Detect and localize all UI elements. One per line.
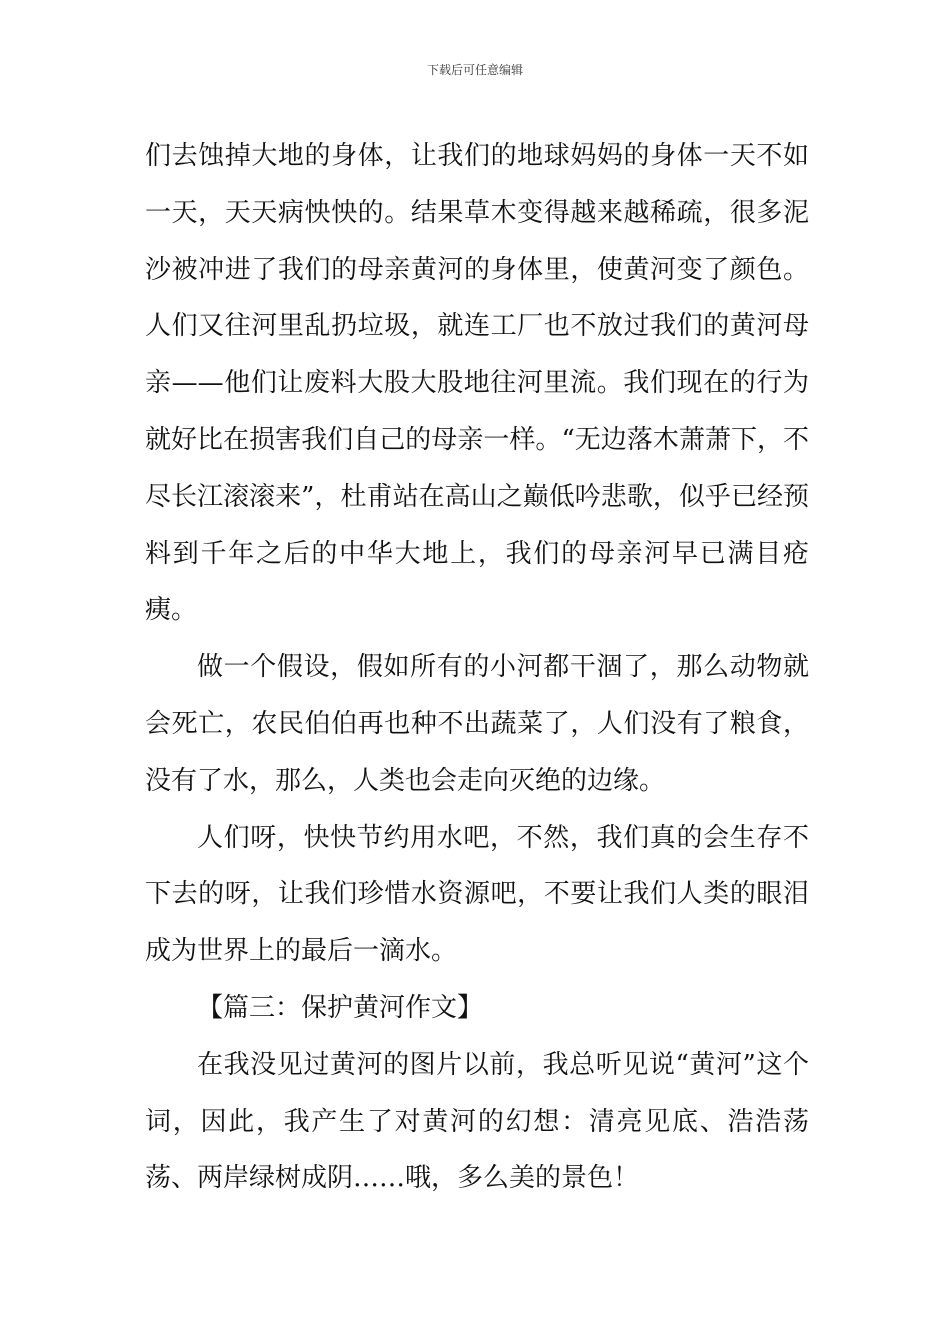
page-header: 下载后可任意编辑	[426, 63, 523, 77]
paragraph-hypothesis: 做一个假设，假如所有的小河都干涸了，那么动物就会死亡，农民伯伯再也种不出蔬菜了，人们没有了粮食，没有了水，那么，人类也会走向灭绝的边缘。	[145, 652, 809, 796]
document-body	[145, 128, 809, 1207]
section-heading: 【篇三：保护黄河作文】	[197, 992, 484, 1023]
paragraph-section-three: 在我没见过黄河的图片以前，我总听见说“黄河”这个词，因此，我产生了对黄河的幻想：清亮见底、浩浩荡荡、两岸绿树成阴……哦，多么美的景色！	[145, 1049, 809, 1194]
paragraph-continuation: 们去蚀掉大地的身体，让我们的地球妈妈的身体一天不如一天，天天病怏怏的。结果草木变得越来越稀疏，很多泥沙被冲进了我们的母亲黄河的身体里，使黄河变了颜色。人们又往河里乱扔垃圾，就连工厂也不放过我们的黄河母亲——他们让废料大股大股地往河里流。我们现在的行为就好比在损害我们自己的母亲一样。“无边落木萧萧下，不尽长江滚滚来”，杜甫站在高山之巅低吟悲歌，似乎已经预料到千年之后的中华大地上，我们的母亲河早已满目疮痍。	[145, 141, 809, 626]
paragraph-appeal: 人们呀，快快节约用水吧，不然，我们真的会生存不下去的呀，让我们珍惜水资源吧，不要让我们人类的眼泪成为世界上的最后一滴水。	[145, 822, 809, 967]
